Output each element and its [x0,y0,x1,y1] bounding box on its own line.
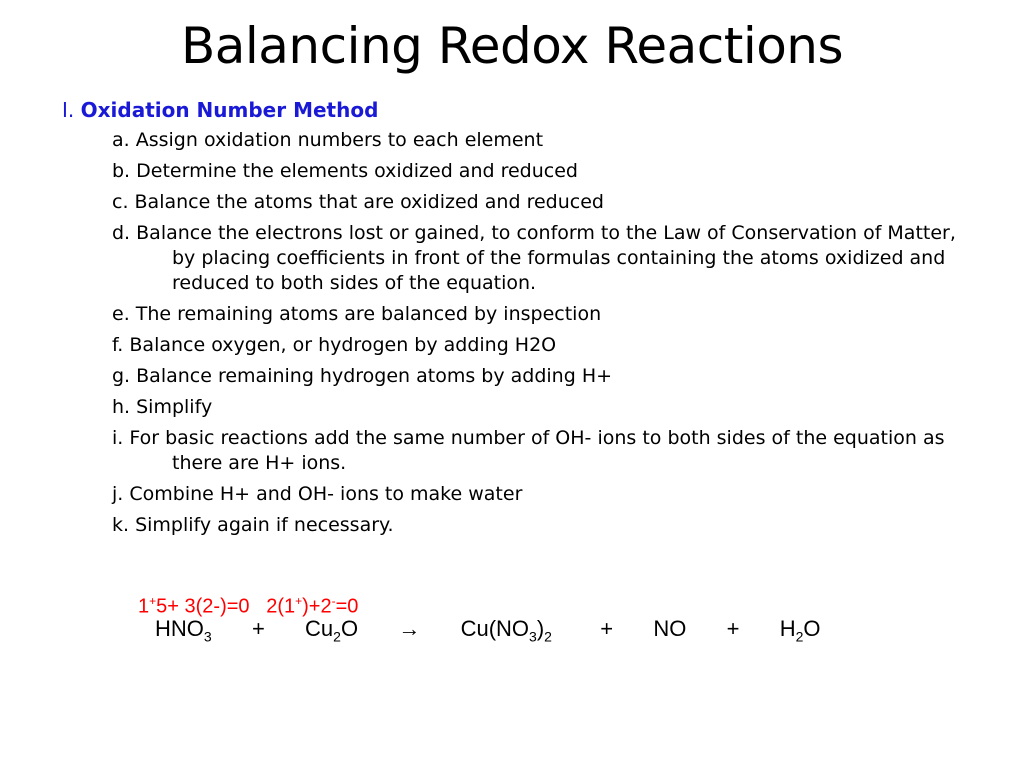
cuno3-paren: ) [536,616,545,641]
chemical-equation [155,614,821,651]
section-numeral: I. [62,98,75,122]
step-a: a. Assign oxidation numbers to each element [112,129,544,151]
ox-hno3-b: 5+ 3(2-)=0 [156,595,250,618]
step-g: g. Balance remaining hydrogen atoms by adding H+ [112,365,613,387]
step-i: i. For basic reactions add the same number of OH- ions to both sides of the equation as there are H+ ions. [112,427,945,474]
cuno3-sub2: 2 [544,628,552,645]
cu2o-cu: Cu [305,616,334,641]
ox-cu2o-a-sup: + [295,594,303,608]
steps-list [112,128,972,544]
formula-h2o [780,614,821,651]
formula-hno3 [155,614,212,651]
formula-cuno3-2 [461,614,552,651]
slide-title: Balancing Redox Reactions [180,17,844,75]
plus-sign-1: + [251,616,265,641]
ox-cu2o-c: =0 [335,595,359,618]
ox-hno3-a: 1 [138,595,150,618]
cu2o-o: O [340,616,359,641]
h2o-h: H [779,616,796,641]
cuno3-main: Cu(NO [460,616,530,641]
ox-cu2o-a: 2(1 [266,595,296,618]
section-heading [62,96,378,124]
plus-sign-2: + [600,616,614,641]
hno3-main: HNO [155,616,204,641]
ox-hno3-a-sup: + [149,594,157,608]
step-c: c. Balance the atoms that are oxidized and reduced [112,191,604,213]
step-d: d. Balance the electrons lost or gained, to conform to the Law of Conservation of Matter, by placing coefficients in front of the formulas containing the atoms oxidized and reduced to both sides of the equation. [112,222,956,294]
cuno3-sub1: 3 [529,628,537,645]
formula-cu2o [305,614,358,651]
cu2o-sub: 2 [333,628,341,645]
ox-cu2o-b-sup: - [331,594,336,608]
step-j: j. Combine H+ and OH- ions to make water [112,483,523,505]
step-e: e. The remaining atoms are balanced by inspection [112,303,602,325]
hno3-sub: 3 [203,628,212,645]
step-h: h. Simplify [112,396,213,418]
plus-sign-3: + [726,616,740,641]
step-k: k. Simplify again if necessary. [112,514,394,536]
formula-no: NO [653,616,687,641]
h2o-o: O [803,616,821,641]
step-b: b. Determine the elements oxidized and reduced [112,160,578,182]
step-f: f. Balance oxygen, or hydrogen by adding H2O [112,334,557,356]
ox-cu2o-b: )+2 [302,595,332,618]
h2o-sub: 2 [795,628,804,645]
reaction-arrow: → [398,616,421,641]
section-name: Oxidation Number Method [80,98,379,122]
